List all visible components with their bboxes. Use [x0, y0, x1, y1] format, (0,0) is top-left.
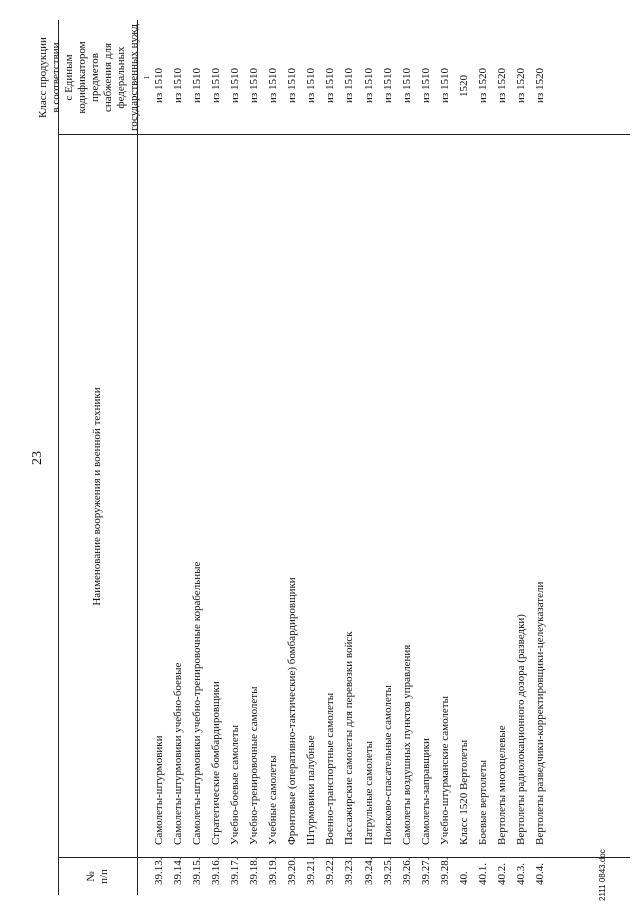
row-class: из 1510	[381, 68, 394, 103]
row-number: 39.14.	[172, 857, 185, 885]
table-row	[283, 20, 302, 895]
row-name: Стратегические бомбардировщики	[210, 681, 223, 845]
row-name: Учебно-штурманские самолеты	[438, 696, 451, 845]
row-class: из 1510	[248, 68, 261, 103]
table-row	[417, 20, 436, 895]
row-class: из 1520	[514, 68, 527, 103]
table-row	[436, 20, 455, 895]
row-class: из 1510	[362, 68, 375, 103]
table-row	[169, 20, 188, 895]
row-number: 39.22.	[324, 857, 337, 885]
row-number: 40.	[457, 871, 470, 885]
document-code: 2111 0843.doc	[598, 849, 607, 901]
header-name	[58, 135, 137, 858]
row-number: 39.16.	[210, 857, 223, 885]
row-number: 39.19.	[267, 857, 280, 885]
table-row	[493, 20, 512, 895]
row-number: 39.21.	[305, 857, 318, 885]
row-number: 39.15.	[191, 857, 204, 885]
table-row	[264, 20, 283, 895]
row-name: Боевые вертолеты	[476, 759, 489, 845]
table-row	[302, 20, 321, 895]
page-number: 23	[30, 451, 45, 465]
header-class-line: снабжения для федеральных	[102, 42, 128, 113]
row-class: из 1520	[533, 68, 546, 103]
table-row	[398, 20, 417, 895]
table-row	[360, 20, 379, 895]
table-row	[340, 20, 359, 895]
row-number: 40.3.	[514, 863, 527, 885]
row-number: 39.20.	[286, 857, 299, 885]
row-number: 39.26.	[400, 857, 413, 885]
row-class: из 1510	[305, 68, 318, 103]
row-class: из 1510	[419, 68, 432, 103]
header-class-line: в соответствии	[50, 42, 63, 113]
row-class: из 1510	[286, 68, 299, 103]
row-number: 39.28.	[438, 857, 451, 885]
row-class: из 1510	[267, 68, 280, 103]
row-number: 40.2.	[495, 863, 508, 885]
table-row	[512, 20, 531, 895]
row-class: из 1510	[400, 68, 413, 103]
row-name: Класс 1520 Вертолеты	[457, 739, 470, 845]
row-name: Вертолеты разведчики-корректировщики-целеуказатели	[533, 581, 546, 845]
row-number: 39.27.	[419, 857, 432, 885]
row-class: из 1510	[343, 68, 356, 103]
footnote-marker: 1	[143, 75, 152, 80]
row-name: Самолеты-штурмовики	[153, 735, 165, 845]
table-row	[188, 20, 207, 895]
header-class	[37, 20, 152, 135]
row-name: Самолеты-заправщики	[419, 738, 432, 845]
row-class: из 1520	[495, 68, 508, 103]
header-number	[58, 858, 137, 895]
row-number: 39.13.	[153, 857, 165, 885]
row-class: 1520	[457, 75, 470, 97]
row-class: из 1510	[324, 68, 337, 103]
row-number: 39.24.	[362, 857, 375, 885]
header-class-line: государственных нужд	[128, 23, 141, 132]
table-row	[531, 20, 550, 895]
table-row	[207, 20, 226, 895]
row-name: Штурмовики палубные	[305, 735, 318, 845]
header-number-abbrev: п/п	[97, 869, 110, 884]
row-name: Учебно-тренировочные самолеты	[248, 686, 261, 845]
row-number: 39.18.	[248, 857, 261, 885]
row-number: 40.4.	[533, 863, 546, 885]
row-name: Патрульные самолеты	[362, 740, 375, 845]
table-row	[226, 20, 245, 895]
table-header-divider	[137, 20, 138, 895]
row-name: Учебные самолеты	[267, 755, 280, 845]
row-class: из 1510	[210, 68, 223, 103]
row-name: Вертолеты многоцелевые	[495, 725, 508, 845]
row-name: Военно-транспортные самолеты	[324, 692, 337, 845]
row-class: из 1510	[438, 68, 451, 103]
header-class-line: Класс продукции	[37, 37, 50, 118]
row-name: Учебно-боевые самолеты	[229, 725, 242, 845]
header-class-line: с Единым кодификатором предметов	[63, 41, 102, 114]
row-name: Самолеты-штурмовики учебно-тренировочные корабельные	[191, 561, 204, 845]
row-number: 40.1.	[476, 863, 489, 885]
row-name: Вертолеты радиолокационного дозора (разведки)	[514, 614, 527, 845]
table-row	[474, 20, 493, 895]
row-class: из 1520	[476, 68, 489, 103]
table-row	[321, 20, 340, 895]
row-name: Фронтовые (оперативно-тактические) бомбардировщики	[286, 577, 299, 845]
row-name: Пассажирские самолеты для перевозки войск	[343, 631, 356, 845]
table-row	[379, 20, 398, 895]
row-class: из 1510	[191, 68, 204, 103]
row-class: из 1510	[229, 68, 242, 103]
row-class: из 1510	[153, 68, 165, 103]
table-row	[150, 20, 169, 895]
table-row	[455, 20, 474, 895]
row-name: Самолеты воздушных пунктов управления	[400, 644, 413, 845]
row-name: Самолеты-штурмовики учебно-боевые	[172, 662, 185, 845]
row-number: 39.17.	[229, 857, 242, 885]
row-number: 39.25.	[381, 857, 394, 885]
row-number: 39.23.	[343, 857, 356, 885]
row-name: Поисково-спасательные самолеты	[381, 685, 394, 845]
header-number-symbol: №	[84, 871, 97, 882]
table-row	[245, 20, 264, 895]
row-class: из 1510	[172, 68, 185, 103]
header-name-text: Наименование вооружения и военной техники	[91, 387, 103, 606]
table-body	[150, 20, 550, 895]
